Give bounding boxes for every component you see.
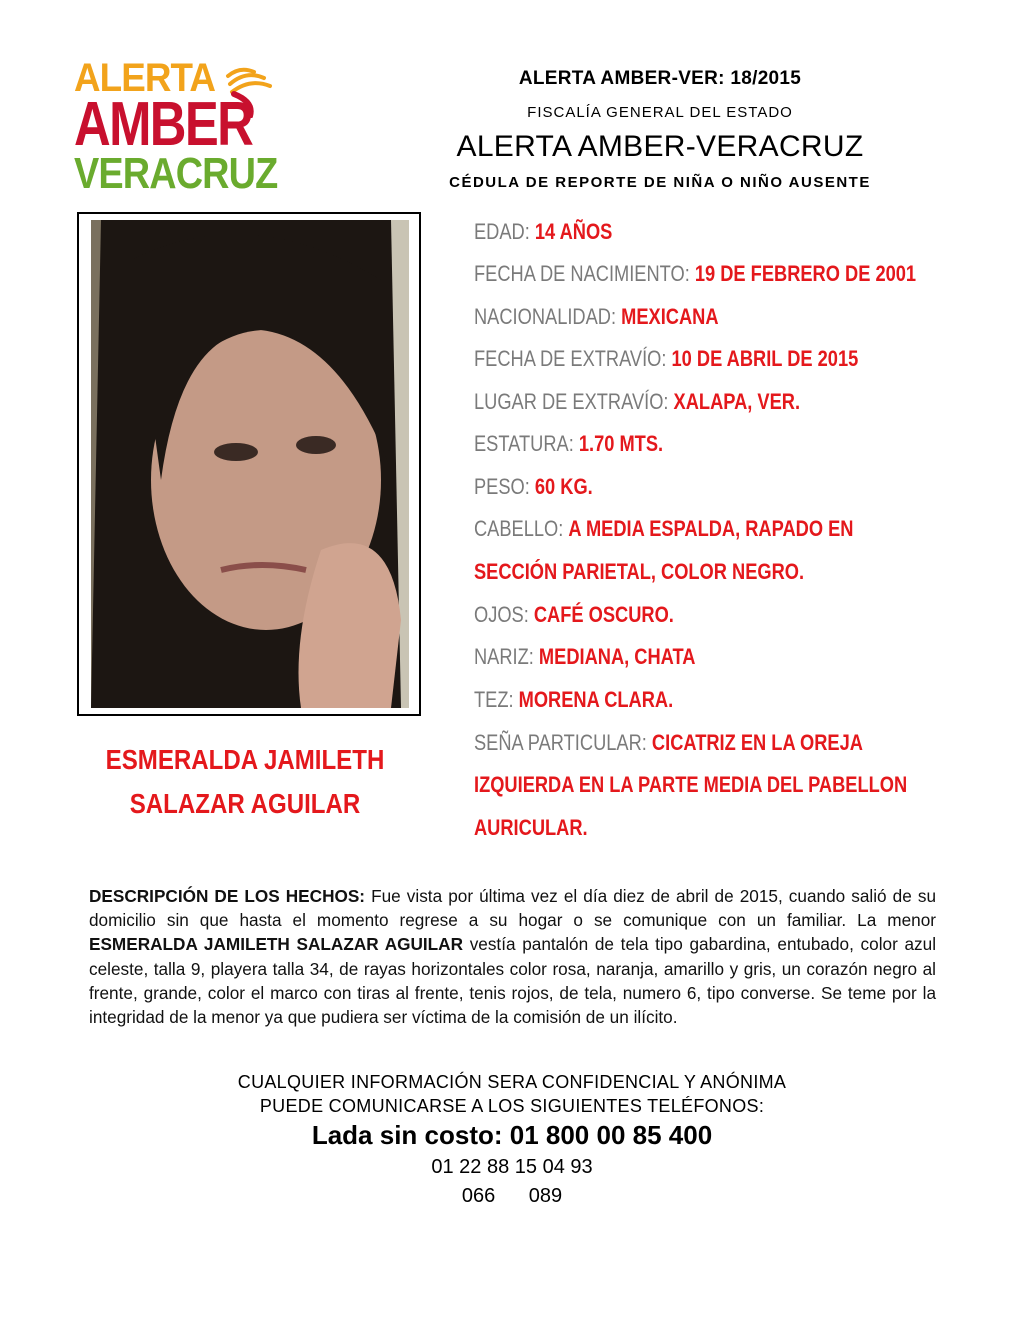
- description-heading: DESCRIPCIÓN DE LOS HECHOS:: [89, 886, 366, 906]
- agency-name: FISCALÍA GENERAL DEL ESTADO: [527, 104, 793, 121]
- field-cabello: CABELLO: A MEDIA ESPALDA, RAPADO EN: [474, 516, 854, 541]
- field-estatura: ESTATURA: 1.70 MTS.: [474, 431, 664, 456]
- field-edad: EDAD: 14 AÑOS: [474, 219, 613, 244]
- portrait-illustration: [91, 220, 409, 708]
- toll-free-number: Lada sin costo: 01 800 00 85 400: [311, 1120, 713, 1150]
- alert-code: ALERTA AMBER-VER: 18/2015: [518, 68, 802, 89]
- missing-person-photo: [91, 220, 409, 708]
- phone-number: 01 22 88 15 04 93: [431, 1156, 593, 1178]
- missing-person-name-line2: SALAZAR AGUILAR: [129, 788, 361, 819]
- missing-person-name-line1: ESMERALDA JAMILETH: [105, 744, 385, 775]
- logo-word-veracruz: VERACRUZ: [74, 149, 278, 198]
- field-sena-particular-cont1: IZQUIERDA EN LA PARTE MEDIA DEL PABELLON: [474, 772, 908, 797]
- logo-word-alerta: ALERTA: [74, 56, 215, 100]
- field-nariz: NARIZ: MEDIANA, CHATA: [474, 644, 696, 669]
- field-fecha-extravio: FECHA DE EXTRAVÍO: 10 DE ABRIL DE 2015: [474, 346, 859, 371]
- photo-frame: [77, 212, 421, 716]
- incident-description: [89, 884, 936, 1029]
- field-tez: TEZ: MORENA CLARA.: [474, 687, 674, 712]
- page-title: ALERTA AMBER-VERACRUZ: [456, 130, 864, 163]
- field-nacionalidad: NACIONALIDAD: MEXICANA: [474, 304, 719, 329]
- field-sena-particular-cont2: AURICULAR.: [474, 815, 588, 840]
- field-sena-particular: SEÑA PARTICULAR: CICATRIZ EN LA OREJA: [474, 730, 863, 755]
- field-lugar-extravio: LUGAR DE EXTRAVÍO: XALAPA, VER.: [474, 389, 801, 414]
- field-peso: PESO: 60 KG.: [474, 474, 593, 499]
- description-text-1: Fue vista por última vez el día diez de abril de 2015, cuando salió de su domicilio sin que hasta el momento regrese a su hogar o se comunique con un familiar. La menor: [89, 886, 937, 931]
- confidential-notice: CUALQUIER INFORMACIÓN SERA CONFIDENCIAL Y ANÓNIMA: [237, 1072, 787, 1092]
- field-fecha-nacimiento: FECHA DE NACIMIENTO: 19 DE FEBRERO DE 2001: [474, 261, 917, 286]
- field-cabello-cont: SECCIÓN PARIETAL, COLOR NEGRO.: [474, 559, 805, 584]
- logo-word-amber: AMBER: [74, 90, 253, 159]
- description-name: ESMERALDA JAMILETH SALAZAR AGUILAR: [89, 934, 463, 955]
- field-ojos: OJOS: CAFÉ OSCURO.: [474, 602, 674, 627]
- contact-notice: PUEDE COMUNICARSE A LOS SIGUIENTES TELÉFONOS:: [259, 1096, 765, 1116]
- alert-waves-icon: [220, 58, 280, 118]
- alerta-amber-logo: [70, 58, 280, 198]
- description-text-2: vestía pantalón de tela tipo gabardina, entubado, color azul celeste, talla 9, playera talla 34, de rayas horizontales color rosa, naranja, amarillo y gris, un corazón negro al frente, grande, color el marco con tiras al frente, tenis rojos, de tela, numero 6, tipo converse. Se teme por la integridad de la menor ya que pudiera ser víctima de la comisión de un ilícito.: [89, 934, 937, 1028]
- emergency-numbers: 066 089: [461, 1185, 563, 1207]
- page-subtitle: CÉDULA DE REPORTE DE NIÑA O NIÑO AUSENTE: [449, 174, 871, 191]
